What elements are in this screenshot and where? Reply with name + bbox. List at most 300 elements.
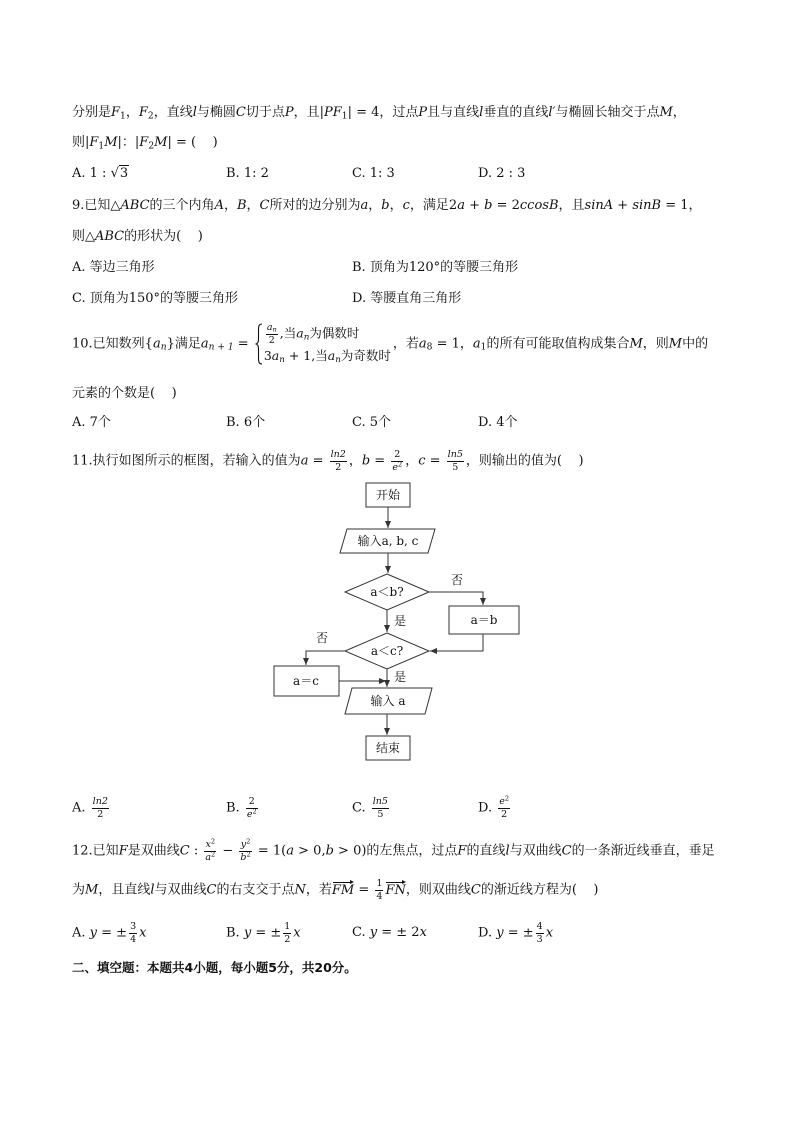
q12-option-c-text [352, 924, 427, 942]
math-variable: a [205, 851, 212, 863]
text-run: 则△ [72, 229, 95, 244]
text-run: 的渐近线方程为( ) [480, 882, 599, 898]
subscript: 1 [120, 111, 126, 122]
math-variable: l [192, 105, 197, 120]
q10-option-d [478, 403, 518, 443]
text-run: 2 [268, 334, 275, 346]
subscript: n [303, 332, 310, 343]
math-variable: ln2 [92, 796, 108, 808]
math-variable: C [235, 105, 246, 120]
text-run: 2 [97, 808, 104, 820]
text-run: |：| [117, 135, 140, 150]
subscript: 1 [480, 342, 487, 353]
q12-line-1-text [72, 839, 715, 863]
text-run: C. [352, 800, 370, 816]
text-run: C. 顶角为150°的等腰三角形 [72, 291, 239, 306]
q10-option-a-text [72, 414, 111, 432]
text-run: 与双曲线 [154, 882, 207, 898]
math-variable: l [479, 105, 484, 120]
flowchart-input-label: 输入a, b, c [357, 534, 419, 548]
flowchart-arrow-cond2-no [306, 651, 345, 665]
flowchart-start-label: 开始 [375, 488, 401, 502]
text-run: ， [405, 453, 419, 469]
q11-option-d-text [478, 796, 512, 820]
math-variable: F [118, 843, 128, 859]
q8-line-2-text [72, 134, 218, 152]
math-variable: y [496, 925, 504, 941]
text-run: D. [478, 925, 497, 941]
math-variable: x [293, 925, 301, 941]
section-heading [72, 948, 357, 988]
text-run: − [218, 843, 238, 859]
superscript: 2 [504, 794, 510, 803]
text-run: 为奇数时 [340, 347, 391, 363]
subscript: n [272, 325, 277, 334]
text-run: 9.已知△ [72, 198, 121, 213]
flowchart-assign-2-label: a＝c [293, 674, 319, 688]
subscript: 2 [147, 111, 154, 122]
text-run: }满足 [166, 336, 201, 352]
math-variable: M [104, 135, 118, 150]
fraction [129, 921, 137, 945]
text-run: A. 等边三角形 [72, 260, 155, 275]
text-run: ，直线 [153, 105, 193, 120]
text-run: A. [72, 800, 90, 816]
left-brace [255, 323, 263, 365]
text-run: : [189, 843, 203, 859]
fraction-numerator [372, 796, 389, 808]
text-run: √ [110, 166, 119, 181]
text-run: = [425, 453, 445, 469]
text-run: = ± [97, 925, 128, 941]
q9-line-2-text [72, 228, 203, 246]
text-run: 3 [263, 347, 272, 363]
superscript: 2 [211, 850, 216, 859]
math-variable: P [284, 105, 294, 120]
case-row [264, 322, 391, 346]
fraction-denominator [266, 335, 278, 346]
text-run: 所对的边分别为 [269, 198, 361, 213]
text-run: ,当 [279, 325, 297, 341]
text-run: 2 [248, 796, 255, 808]
text-run: 10.已知数列{ [72, 336, 153, 352]
text-run: 3 [536, 933, 543, 945]
text-run: ， [368, 198, 382, 213]
text-run: + [613, 198, 633, 213]
fraction [92, 796, 109, 820]
math-variable: a [457, 198, 465, 213]
fraction-denominator [129, 934, 137, 945]
fraction-denominator [375, 891, 383, 902]
text-run: 且与直线 [427, 105, 480, 120]
fraction-denominator [246, 809, 258, 820]
text-run: ，满足2 [409, 198, 458, 213]
math-variable: F [457, 843, 467, 859]
text-run: 4 [130, 933, 137, 945]
text-run: | = ( ) [167, 135, 218, 150]
q10-line-2-text [72, 385, 177, 403]
text-run: ，且 [558, 198, 585, 213]
math-variable: C [561, 843, 572, 859]
math-variable: F [111, 105, 121, 120]
fraction [375, 878, 383, 902]
q9-option-d-text [352, 290, 461, 308]
math-variable: ccosB [519, 198, 559, 213]
q11-option-c [352, 788, 391, 828]
math-variable: e [246, 808, 253, 820]
fraction [498, 796, 510, 820]
text-run: 与椭圆 [196, 105, 236, 120]
text-run: B. [226, 925, 244, 941]
text-run: 垂直的直线 [483, 105, 549, 120]
text-run: D. 4个 [478, 415, 518, 430]
text-run: ，且| [293, 105, 324, 120]
math-variable: M [629, 336, 643, 352]
text-run: 与双曲线 [509, 843, 562, 859]
text-run: = [370, 453, 390, 469]
math-variable: y [369, 925, 378, 940]
text-run: 2 [284, 933, 291, 945]
math-variable: x [205, 839, 211, 851]
superscript: 2 [246, 850, 251, 859]
math-variable: sinB [632, 198, 662, 213]
q12-option-a-text [72, 921, 146, 945]
text-run: 是双曲线 [127, 843, 180, 859]
flowchart-arrow-assign1-cond2 [430, 634, 483, 651]
fraction-denominator [204, 852, 216, 863]
text-run: 4 [536, 921, 543, 933]
text-run: 2 [335, 461, 342, 473]
flowchart [250, 470, 550, 770]
case-row [264, 346, 391, 366]
text-run: 的形状为( ) [124, 229, 203, 244]
q10-option-c-text [352, 414, 391, 432]
math-variable: M [154, 135, 168, 150]
text-run: C. 1: 3 [352, 166, 395, 181]
text-run: 与椭圆长轴交于点 [555, 105, 660, 120]
math-variable: a [200, 336, 209, 352]
subscript: 1 [341, 111, 348, 122]
math-variable: a [152, 336, 161, 352]
fraction-denominator [92, 809, 109, 820]
q12-option-d-text [478, 921, 553, 945]
text-run: 12.已知 [72, 843, 119, 859]
q10-line-1-text [72, 322, 708, 366]
superscript: 2 [252, 807, 257, 816]
subscript: 1 [98, 141, 105, 152]
q10-option-d-text [478, 414, 518, 432]
text-run: 的一条渐近线垂直，垂足 [571, 843, 715, 859]
section-heading-text: 二、填空题：本题共4小题，每小题5分，共20分。 [72, 960, 357, 975]
math-variable: l [150, 882, 155, 898]
text-run: 为 [72, 882, 86, 898]
text-run: 的三个内角 [149, 198, 215, 213]
fraction-numerator [283, 921, 291, 933]
vector: FN [385, 880, 405, 898]
math-variable: a [271, 347, 280, 363]
text-run: B. 顶角为120°的等腰三角形 [352, 260, 519, 275]
math-variable: c [418, 453, 426, 469]
flowchart-output-label: 输入 a [370, 694, 406, 708]
fraction-denominator [498, 809, 510, 820]
subscript: n [335, 355, 341, 366]
math-variable: a [360, 198, 369, 213]
subscript: n + 1 [208, 342, 234, 353]
math-variable: a [327, 347, 336, 363]
case-rows [264, 322, 391, 366]
fraction-denominator [239, 852, 251, 863]
q11-option-c-text [352, 796, 391, 820]
fraction-denominator [372, 809, 389, 820]
subscript: n [160, 342, 167, 353]
flowchart-end-label: 结束 [375, 741, 401, 755]
q10-option-b-text [226, 414, 265, 432]
fraction-numerator [330, 449, 347, 461]
fraction-denominator [283, 934, 291, 945]
subscript: 8 [426, 342, 433, 353]
text-run: | = 4，过点 [347, 105, 419, 120]
q9-option-b-text [352, 259, 518, 277]
text-run: = ± [251, 925, 282, 941]
text-run: + 1,当 [284, 347, 328, 363]
q11-option-a [72, 788, 111, 828]
text-run: ， [348, 453, 362, 469]
q11-option-d [478, 788, 512, 828]
text-run: 1 [284, 921, 291, 933]
math-variable: e [499, 796, 505, 808]
text-run: ，若 [392, 336, 419, 352]
math-variable: P [418, 105, 428, 120]
text-run: ， [672, 105, 686, 120]
text-run: 3 [130, 921, 137, 933]
text-run: 的右支交于点 [216, 882, 295, 898]
q12-line-2-text [72, 878, 599, 902]
text-run: + [464, 198, 485, 213]
q9-option-a-text [72, 259, 155, 277]
text-run: 5 [377, 808, 384, 820]
text-run: ，且直线 [98, 882, 151, 898]
piecewise-cases [255, 322, 391, 366]
text-run: > 0, [294, 843, 326, 859]
q11-option-b-text [226, 796, 260, 820]
superscript: 2 [246, 837, 251, 846]
fraction [246, 796, 258, 820]
text-run: A. [72, 925, 90, 941]
math-variable: l [505, 843, 510, 859]
q12-option-b-text [226, 921, 301, 945]
q8-option-a-text [72, 165, 129, 183]
math-variable: y [243, 925, 252, 941]
q12-line-2 [72, 870, 599, 910]
math-variable: M [668, 336, 683, 352]
q10-line-1 [72, 324, 708, 364]
q11-option-a-text [72, 796, 111, 820]
flowchart-condition-2-label: a＜c? [370, 644, 404, 658]
q10-option-a [72, 403, 111, 443]
math-variable: sinA [584, 198, 614, 213]
left-brace-path [255, 324, 262, 364]
text-run: = 1， [432, 336, 473, 352]
q9-option-d [352, 279, 461, 319]
text-run: B. [226, 800, 244, 816]
text-run: = [308, 453, 328, 469]
math-variable: ABC [120, 198, 150, 213]
fraction-numerator [129, 921, 137, 933]
flowchart-assign-1-label: a＝b [470, 613, 498, 627]
fraction-numerator [266, 322, 278, 334]
math-variable: a [286, 843, 295, 859]
fraction [204, 839, 216, 863]
q10-option-c [352, 403, 391, 443]
text-run: 的所有可能取值构成集合 [486, 336, 630, 352]
flowchart-arrow-cond1-no [429, 592, 483, 605]
q12-line-1 [72, 831, 715, 871]
math-variable: y [240, 839, 247, 851]
math-variable: x [545, 925, 554, 941]
fraction-numerator [536, 921, 544, 933]
fraction [372, 796, 389, 820]
math-variable: x [419, 925, 427, 940]
text-run: 的直线 [466, 843, 506, 859]
fraction-numerator [92, 796, 109, 808]
fraction-denominator [536, 934, 544, 945]
math-variable: PF [324, 105, 342, 120]
q8-option-b-text [226, 165, 269, 183]
q11-option-b [226, 788, 260, 828]
text-run: = [354, 882, 374, 898]
flowchart-no-2-label: 否 [315, 631, 329, 645]
q8-option-d-text [478, 165, 525, 183]
text-run: 元素的个数是( ) [72, 386, 177, 401]
text-run: 5 [452, 461, 459, 473]
text-run: 中的 [682, 336, 709, 352]
math-variable: b [361, 453, 371, 469]
text-run: 为偶数时 [309, 325, 360, 341]
math-variable: a [300, 453, 309, 469]
math-variable: y [89, 925, 98, 941]
math-variable: A [214, 198, 224, 213]
text-run: 1 [376, 878, 383, 890]
text-run: 分别是 [72, 105, 112, 120]
math-variable: b [325, 843, 334, 859]
math-variable: ABC [95, 229, 125, 244]
math-variable: F [89, 135, 99, 150]
text-run: 2 [501, 808, 508, 820]
superscript: 2 [210, 837, 216, 846]
math-variable: b [484, 198, 493, 213]
text-run: ， [125, 105, 139, 120]
fraction [536, 921, 544, 945]
radicand: 3 [119, 166, 129, 181]
q12-option-c [352, 913, 427, 953]
text-run: ，则 [642, 336, 669, 352]
q9-option-c [72, 279, 238, 319]
text-run: > 0)的左焦点，过点 [333, 843, 458, 859]
math-variable: e [392, 461, 398, 473]
text-run: 则| [72, 135, 90, 150]
text-run: ， [223, 198, 237, 213]
subscript: 2 [148, 141, 155, 152]
fraction [283, 921, 291, 945]
text-run: A. 1 : [72, 166, 111, 181]
text-run: D. 2 : 3 [478, 166, 526, 181]
text-run: 11.执行如图所示的框图，若输入的值为 [72, 453, 301, 469]
math-variable: F [138, 105, 148, 120]
text-run: = 2 [492, 198, 520, 213]
math-variable: C [206, 882, 217, 898]
text-run: 切于点 [245, 105, 285, 120]
math-variable: C [259, 198, 270, 213]
flowchart-yes-1-label: 是 [393, 614, 407, 628]
text-run: = ± 2 [377, 925, 420, 940]
math-variable: l′ [548, 105, 556, 120]
q12-option-b [226, 913, 301, 953]
math-variable: ln5 [372, 796, 388, 808]
math-variable: ln2 [330, 449, 346, 461]
fraction [266, 322, 278, 346]
math-variable: a [472, 336, 481, 352]
text-run: C. 5个 [352, 415, 392, 430]
q9-option-c-text [72, 290, 238, 308]
text-run: = 1， [661, 198, 702, 213]
fraction-numerator [498, 796, 510, 808]
fraction-numerator [447, 449, 464, 461]
math-variable: a [418, 336, 427, 352]
text-run: = [233, 336, 253, 352]
math-variable: b [381, 198, 390, 213]
flowchart-no-1-label: 否 [450, 573, 464, 587]
text-run: ，则双曲线 [405, 882, 471, 898]
text-run: D. [478, 800, 497, 816]
math-variable: a [266, 322, 273, 334]
text-run: ， [389, 198, 403, 213]
q10-option-b [226, 403, 265, 443]
math-variable: M [85, 882, 99, 898]
fraction [239, 839, 251, 863]
math-variable: b [240, 851, 247, 863]
text-run: 2 [394, 449, 401, 461]
text-run: ，则输出的值为( ) [465, 453, 584, 469]
math-variable: F [139, 135, 149, 150]
text-run: C. [352, 925, 370, 940]
fraction-numerator [375, 878, 383, 890]
text-run: B. 6个 [226, 415, 266, 430]
text-run: = ± [503, 925, 534, 941]
text-run: ， [246, 198, 260, 213]
vector: FM [332, 880, 354, 898]
q8-line-1-text [72, 104, 686, 122]
subscript: n [279, 355, 285, 366]
text-run: A. 7个 [72, 415, 111, 430]
math-variable: B [236, 198, 247, 213]
q9-line-1-text [72, 197, 702, 215]
text-run: ，若 [305, 882, 332, 898]
text-run: D. 等腰直角三角形 [352, 291, 462, 306]
flowchart-yes-2-label: 是 [393, 670, 407, 684]
math-variable: a [296, 325, 304, 341]
superscript: 2 [397, 460, 403, 469]
math-variable: c [402, 198, 410, 213]
text-run: B. 1: 2 [226, 166, 269, 181]
math-variable: C [470, 882, 481, 898]
q8-option-c-text [352, 165, 395, 183]
math-variable: x [139, 925, 147, 941]
q12-option-d [478, 913, 553, 953]
math-variable: C [179, 843, 190, 859]
math-variable: N [294, 882, 306, 898]
math-variable: M [659, 105, 673, 120]
flowchart-condition-1-label: a＜b? [370, 585, 404, 599]
